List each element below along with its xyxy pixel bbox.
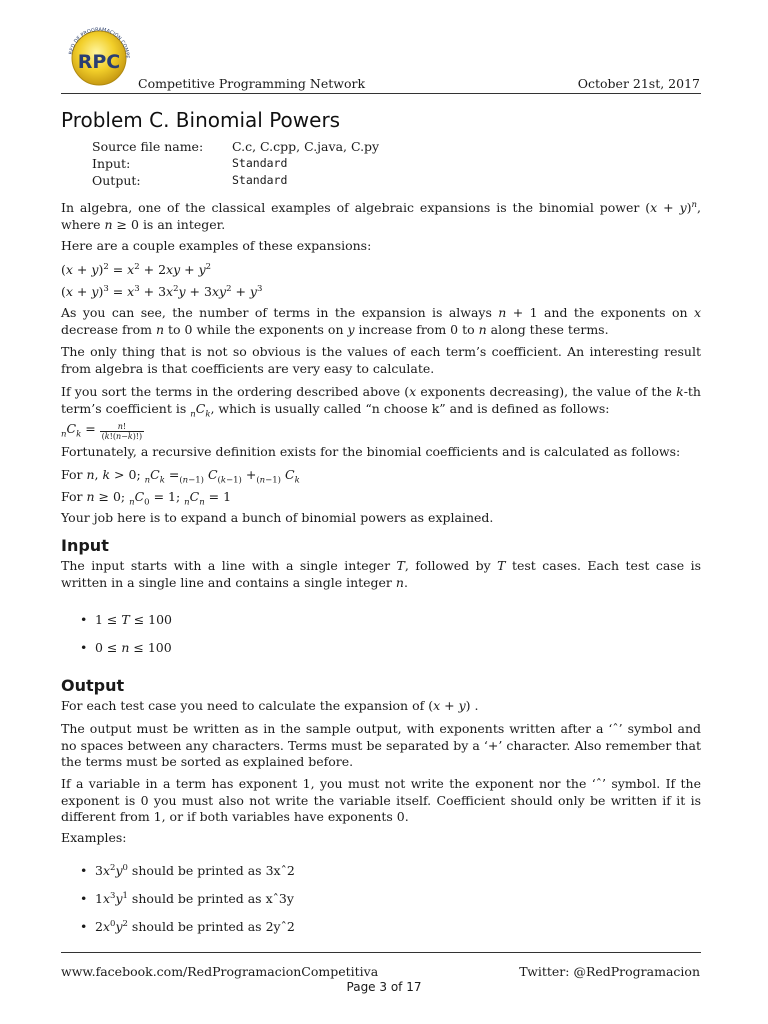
meta-key: Source file name: <box>92 139 204 154</box>
statement-paragraph: Here are a couple examples of these expansions: <box>61 238 372 253</box>
footer-rule <box>61 952 701 953</box>
statement-paragraph: In algebra, one of the classical examples of algebraic expansions is the binomial power $(x + y)^n$, where n ≥ 0 is an integer. <box>61 199 701 232</box>
output-paragraph: For each test case you need to calculate the expansion of (x + y) . <box>61 698 479 713</box>
input-heading: Input <box>61 536 109 555</box>
statement-paragraph: Fortunately, a recursive definition exists for the binomial coefficients and is calculated as follows: <box>61 444 681 459</box>
formula-base: For n ≥ 0; $_nC_0 = 1$; $_nC_n = 1$ <box>61 489 232 508</box>
header-network: Competitive Programming Network <box>138 76 366 91</box>
rpc-logo <box>58 18 140 86</box>
meta-key: Output: <box>92 173 141 188</box>
footer-facebook: www.facebook.com/RedProgramacionCompetitiva <box>61 964 379 979</box>
formula-cube: $(x + y)^3 = x^3 + 3x^2y + 3xy^2 + y^3$ <box>61 283 263 299</box>
input-paragraph: The input starts with a line with a single integer T, followed by T test cases. Each test case is written in a single line and contains a single integer n. <box>61 558 702 590</box>
meta-value: Standard <box>232 173 288 187</box>
output-heading: Output <box>61 676 125 695</box>
example-item: • $1x^3y^1$ should be printed as xˆ3y <box>80 891 294 906</box>
page-number: Page 3 of 17 <box>346 980 422 994</box>
meta-value: Standard <box>232 156 288 170</box>
meta-value: C.c, C.cpp, C.java, C.py <box>232 139 380 154</box>
meta-key: Input: <box>92 156 131 171</box>
output-paragraph: The output must be written as in the sample output, with exponents written after a ‘ˆ’ symbol and no spaces between any characters. Terms must be separated by a ‘+’ character. Also remember that the terms must be sorted as explained before. <box>61 721 701 769</box>
formula-recursive: For n, k > 0; $_nC_k =_{(n-1)}$ $C_{(k-1)} +_{(n-1)}$ $C_k$ <box>61 467 300 486</box>
statement-paragraph: The only thing that is not so obvious is the values of each term’s coefficient. An interesting result from algebra is that coefficients are very easy to calculate. <box>61 344 701 376</box>
header-rule <box>61 93 701 94</box>
statement-paragraph: If you sort the terms in the ordering described above (x exponents decreasing), the value of the k-th term’s coefficient is $_nC_k$, which is usually called “n choose k” and is defined as follows: <box>61 384 701 419</box>
constraint-item: • 1 ≤ T ≤ 100 <box>80 612 172 627</box>
constraint-item: • 0 ≤ n ≤ 100 <box>80 640 172 655</box>
example-item: • $2x^0y^2$ should be printed as 2yˆ2 <box>80 919 295 934</box>
output-paragraph: If a variable in a term has exponent 1, you must not write the exponent nor the ‘ˆ’ symbol. If the exponent is 0 you must also not write the variable itself. Coefficient should only be written if it is different from 1, or if both variables have exponents 0. <box>61 776 701 824</box>
formula-choose: $_nC_k$ = $\frac{n!}{(k!(n-k)!)}$ <box>61 421 143 441</box>
statement-paragraph: As you can see, the number of terms in the expansion is always n + 1 and the exponents on x decrease from n to 0 while the exponents on y increase from 0 to n along these terms. <box>61 305 701 337</box>
header-date: October 21st, 2017 <box>577 76 700 91</box>
example-item: • $3x^2y^0$ should be printed as 3xˆ2 <box>80 863 295 878</box>
footer-twitter: Twitter: @RedProgramacion <box>519 964 700 979</box>
examples-label: Examples: <box>61 830 127 845</box>
svg-text:RPC: RPC <box>77 51 121 73</box>
problem-title: Problem C. Binomial Powers <box>61 108 341 132</box>
statement-paragraph: Your job here is to expand a bunch of binomial powers as explained. <box>61 510 494 525</box>
svg-text:RED DE PROGRAMACIÓN COMPETITIV: RED DE PROGRAMACIÓN COMPE <box>68 26 131 59</box>
formula-square: $(x + y)^2 = x^2 + 2xy + y^2$ <box>61 261 212 277</box>
